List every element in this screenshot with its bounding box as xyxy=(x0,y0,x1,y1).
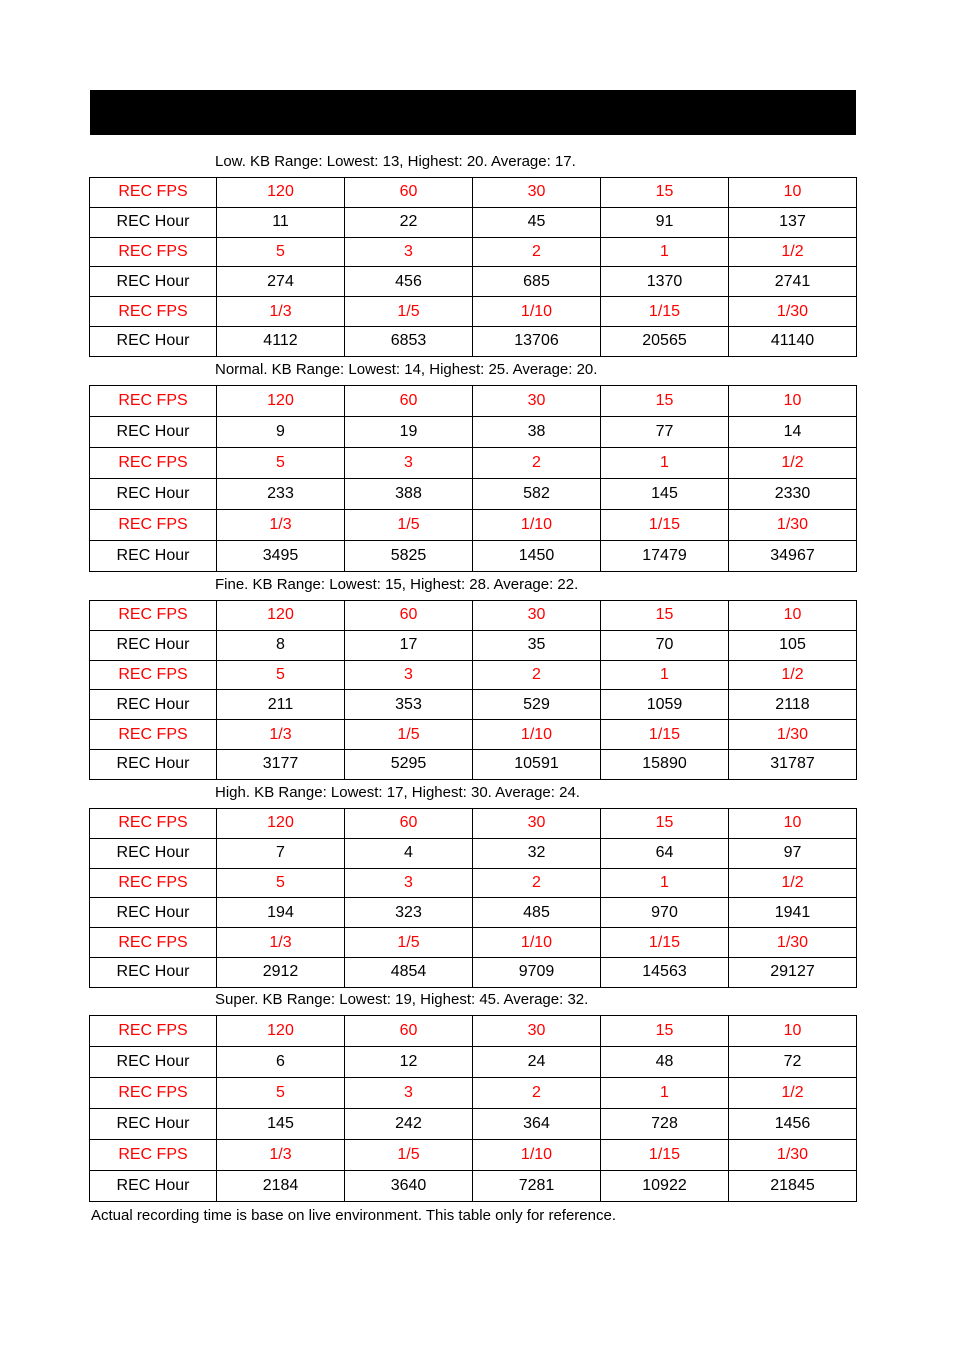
fps-value-cell: 1/30 xyxy=(729,720,857,750)
rec-fps-label: REC FPS xyxy=(90,660,217,690)
hour-value-cell: 17479 xyxy=(601,541,729,572)
rec-hour-label: REC Hour xyxy=(90,1109,217,1140)
fps-value-cell: 120 xyxy=(217,601,345,631)
hour-value-cell: 211 xyxy=(217,690,345,720)
fps-value-cell: 1/3 xyxy=(217,720,345,750)
fps-value-cell: 60 xyxy=(345,1016,473,1047)
rec-hour-label: REC Hour xyxy=(90,1171,217,1202)
fps-value-cell: 30 xyxy=(473,386,601,417)
hour-row xyxy=(90,630,857,660)
fps-value-cell: 1 xyxy=(601,1078,729,1109)
fps-row xyxy=(90,928,857,958)
fps-value-cell: 15 xyxy=(601,1016,729,1047)
hour-value-cell: 3495 xyxy=(217,541,345,572)
rec-hour-label: REC Hour xyxy=(90,630,217,660)
hour-value-cell: 242 xyxy=(345,1109,473,1140)
fps-value-cell: 1/15 xyxy=(601,297,729,327)
fps-row xyxy=(90,1140,857,1171)
hour-row xyxy=(90,1047,857,1078)
rec-hour-label: REC Hour xyxy=(90,690,217,720)
fps-value-cell: 1/15 xyxy=(601,720,729,750)
fps-value-cell: 1/10 xyxy=(473,1140,601,1171)
fps-value-cell: 2 xyxy=(473,868,601,898)
fps-value-cell: 120 xyxy=(217,178,345,208)
hour-value-cell: 970 xyxy=(601,898,729,928)
fps-value-cell: 60 xyxy=(345,178,473,208)
hour-value-cell: 5295 xyxy=(345,749,473,779)
hour-value-cell: 1450 xyxy=(473,541,601,572)
fps-row xyxy=(90,720,857,750)
fps-value-cell: 1/5 xyxy=(345,720,473,750)
rec-hour-label: REC Hour xyxy=(90,326,217,356)
hour-value-cell: 35 xyxy=(473,630,601,660)
fps-value-cell: 10 xyxy=(729,601,857,631)
rec-hour-label: REC Hour xyxy=(90,267,217,297)
hour-value-cell: 2330 xyxy=(729,479,857,510)
hour-value-cell: 7281 xyxy=(473,1171,601,1202)
hour-value-cell: 582 xyxy=(473,479,601,510)
hour-value-cell: 7 xyxy=(217,838,345,868)
fps-value-cell: 15 xyxy=(601,809,729,839)
rec-fps-label: REC FPS xyxy=(90,1016,217,1047)
hour-row xyxy=(90,326,857,356)
fps-value-cell: 60 xyxy=(345,601,473,631)
header-bar xyxy=(90,90,856,135)
fps-value-cell: 60 xyxy=(345,386,473,417)
fps-value-cell: 3 xyxy=(345,237,473,267)
hour-row xyxy=(90,690,857,720)
hour-value-cell: 353 xyxy=(345,690,473,720)
hour-value-cell: 32 xyxy=(473,838,601,868)
hour-value-cell: 529 xyxy=(473,690,601,720)
hour-value-cell: 10591 xyxy=(473,749,601,779)
hour-row xyxy=(90,541,857,572)
hour-row xyxy=(90,838,857,868)
fps-value-cell: 1 xyxy=(601,237,729,267)
hour-value-cell: 685 xyxy=(473,267,601,297)
fps-value-cell: 1/10 xyxy=(473,510,601,541)
hour-row xyxy=(90,1109,857,1140)
fps-value-cell: 5 xyxy=(217,1078,345,1109)
hour-value-cell: 19 xyxy=(345,417,473,448)
hour-value-cell: 6853 xyxy=(345,326,473,356)
fps-value-cell: 3 xyxy=(345,868,473,898)
rec-hour-label: REC Hour xyxy=(90,479,217,510)
hour-value-cell: 1370 xyxy=(601,267,729,297)
hour-value-cell: 21845 xyxy=(729,1171,857,1202)
hour-value-cell: 4854 xyxy=(345,957,473,987)
fps-value-cell: 1/5 xyxy=(345,510,473,541)
fps-value-cell: 3 xyxy=(345,448,473,479)
fps-value-cell: 10 xyxy=(729,809,857,839)
hour-value-cell: 323 xyxy=(345,898,473,928)
fps-value-cell: 5 xyxy=(217,448,345,479)
hour-value-cell: 14 xyxy=(729,417,857,448)
fps-value-cell: 30 xyxy=(473,1016,601,1047)
hour-value-cell: 1456 xyxy=(729,1109,857,1140)
hour-value-cell: 34967 xyxy=(729,541,857,572)
hour-row xyxy=(90,479,857,510)
hour-row xyxy=(90,957,857,987)
fps-value-cell: 1/30 xyxy=(729,1140,857,1171)
fps-value-cell: 1/10 xyxy=(473,720,601,750)
hour-row xyxy=(90,267,857,297)
rec-fps-label: REC FPS xyxy=(90,297,217,327)
fps-value-cell: 120 xyxy=(217,809,345,839)
fps-row xyxy=(90,178,857,208)
fps-value-cell: 5 xyxy=(217,237,345,267)
fps-value-cell: 1/15 xyxy=(601,510,729,541)
fps-row xyxy=(90,868,857,898)
fps-row xyxy=(90,448,857,479)
hour-value-cell: 2912 xyxy=(217,957,345,987)
hour-value-cell: 2184 xyxy=(217,1171,345,1202)
hour-value-cell: 72 xyxy=(729,1047,857,1078)
fps-value-cell: 1/2 xyxy=(729,1078,857,1109)
fps-value-cell: 10 xyxy=(729,386,857,417)
section-caption: Low. KB Range: Lowest: 13, Highest: 20. Average: 17. xyxy=(215,153,576,170)
fps-value-cell: 1/2 xyxy=(729,448,857,479)
recording-table xyxy=(89,177,857,357)
fps-value-cell: 60 xyxy=(345,809,473,839)
fps-value-cell: 15 xyxy=(601,178,729,208)
fps-row xyxy=(90,1016,857,1047)
fps-row xyxy=(90,237,857,267)
rec-fps-label: REC FPS xyxy=(90,448,217,479)
hour-value-cell: 24 xyxy=(473,1047,601,1078)
hour-value-cell: 41140 xyxy=(729,326,857,356)
hour-row xyxy=(90,1171,857,1202)
hour-value-cell: 145 xyxy=(601,479,729,510)
fps-value-cell: 1/2 xyxy=(729,868,857,898)
fps-row xyxy=(90,297,857,327)
rec-fps-label: REC FPS xyxy=(90,178,217,208)
fps-value-cell: 2 xyxy=(473,448,601,479)
fps-value-cell: 3 xyxy=(345,1078,473,1109)
hour-value-cell: 364 xyxy=(473,1109,601,1140)
hour-value-cell: 3640 xyxy=(345,1171,473,1202)
fps-value-cell: 5 xyxy=(217,660,345,690)
fps-row xyxy=(90,510,857,541)
hour-value-cell: 91 xyxy=(601,207,729,237)
fps-row xyxy=(90,660,857,690)
hour-value-cell: 10922 xyxy=(601,1171,729,1202)
hour-value-cell: 388 xyxy=(345,479,473,510)
hour-value-cell: 5825 xyxy=(345,541,473,572)
hour-value-cell: 1059 xyxy=(601,690,729,720)
hour-value-cell: 77 xyxy=(601,417,729,448)
fps-value-cell: 1/30 xyxy=(729,928,857,958)
hour-row xyxy=(90,749,857,779)
fps-value-cell: 1/3 xyxy=(217,928,345,958)
fps-value-cell: 30 xyxy=(473,809,601,839)
rec-hour-label: REC Hour xyxy=(90,749,217,779)
rec-fps-label: REC FPS xyxy=(90,1078,217,1109)
fps-value-cell: 30 xyxy=(473,601,601,631)
fps-value-cell: 10 xyxy=(729,178,857,208)
section-caption: High. KB Range: Lowest: 17, Highest: 30. Average: 24. xyxy=(215,784,580,801)
recording-table xyxy=(89,385,857,572)
rec-hour-label: REC Hour xyxy=(90,541,217,572)
fps-value-cell: 15 xyxy=(601,601,729,631)
hour-value-cell: 9709 xyxy=(473,957,601,987)
hour-row xyxy=(90,898,857,928)
hour-value-cell: 728 xyxy=(601,1109,729,1140)
fps-value-cell: 1/3 xyxy=(217,1140,345,1171)
rec-fps-label: REC FPS xyxy=(90,1140,217,1171)
rec-hour-label: REC Hour xyxy=(90,838,217,868)
hour-value-cell: 38 xyxy=(473,417,601,448)
rec-fps-label: REC FPS xyxy=(90,809,217,839)
fps-value-cell: 1/2 xyxy=(729,660,857,690)
rec-hour-label: REC Hour xyxy=(90,1047,217,1078)
section-caption: Normal. KB Range: Lowest: 14, Highest: 25. Average: 20. xyxy=(215,361,598,378)
hour-value-cell: 3177 xyxy=(217,749,345,779)
recording-table xyxy=(89,600,857,780)
hour-value-cell: 145 xyxy=(217,1109,345,1140)
section-caption: Fine. KB Range: Lowest: 15, Highest: 28. Average: 22. xyxy=(215,576,579,593)
hour-value-cell: 8 xyxy=(217,630,345,660)
fps-row xyxy=(90,1078,857,1109)
fps-value-cell: 1/5 xyxy=(345,928,473,958)
fps-value-cell: 1/10 xyxy=(473,928,601,958)
rec-fps-label: REC FPS xyxy=(90,510,217,541)
hour-value-cell: 2741 xyxy=(729,267,857,297)
hour-value-cell: 105 xyxy=(729,630,857,660)
fps-value-cell: 2 xyxy=(473,660,601,690)
rec-fps-label: REC FPS xyxy=(90,386,217,417)
fps-value-cell: 15 xyxy=(601,386,729,417)
fps-value-cell: 30 xyxy=(473,178,601,208)
hour-value-cell: 31787 xyxy=(729,749,857,779)
hour-value-cell: 1941 xyxy=(729,898,857,928)
hour-value-cell: 4 xyxy=(345,838,473,868)
fps-value-cell: 1/15 xyxy=(601,928,729,958)
hour-value-cell: 70 xyxy=(601,630,729,660)
fps-value-cell: 1/5 xyxy=(345,297,473,327)
hour-row xyxy=(90,207,857,237)
rec-fps-label: REC FPS xyxy=(90,928,217,958)
hour-value-cell: 2118 xyxy=(729,690,857,720)
fps-value-cell: 5 xyxy=(217,868,345,898)
rec-hour-label: REC Hour xyxy=(90,898,217,928)
hour-value-cell: 97 xyxy=(729,838,857,868)
fps-value-cell: 1/15 xyxy=(601,1140,729,1171)
hour-value-cell: 274 xyxy=(217,267,345,297)
fps-value-cell: 1 xyxy=(601,868,729,898)
hour-value-cell: 137 xyxy=(729,207,857,237)
hour-row xyxy=(90,417,857,448)
hour-value-cell: 15890 xyxy=(601,749,729,779)
rec-hour-label: REC Hour xyxy=(90,207,217,237)
hour-value-cell: 14563 xyxy=(601,957,729,987)
hour-value-cell: 13706 xyxy=(473,326,601,356)
section-caption: Super. KB Range: Lowest: 19, Highest: 45. Average: 32. xyxy=(215,991,589,1008)
hour-value-cell: 485 xyxy=(473,898,601,928)
rec-fps-label: REC FPS xyxy=(90,237,217,267)
hour-value-cell: 194 xyxy=(217,898,345,928)
fps-value-cell: 10 xyxy=(729,1016,857,1047)
hour-value-cell: 29127 xyxy=(729,957,857,987)
fps-value-cell: 1/30 xyxy=(729,297,857,327)
rec-hour-label: REC Hour xyxy=(90,417,217,448)
fps-value-cell: 3 xyxy=(345,660,473,690)
hour-value-cell: 12 xyxy=(345,1047,473,1078)
hour-value-cell: 20565 xyxy=(601,326,729,356)
fps-value-cell: 2 xyxy=(473,1078,601,1109)
hour-value-cell: 17 xyxy=(345,630,473,660)
hour-value-cell: 9 xyxy=(217,417,345,448)
hour-value-cell: 6 xyxy=(217,1047,345,1078)
hour-value-cell: 11 xyxy=(217,207,345,237)
recording-table xyxy=(89,808,857,988)
rec-fps-label: REC FPS xyxy=(90,601,217,631)
fps-value-cell: 1/2 xyxy=(729,237,857,267)
hour-value-cell: 48 xyxy=(601,1047,729,1078)
fps-value-cell: 120 xyxy=(217,386,345,417)
hour-value-cell: 4112 xyxy=(217,326,345,356)
fps-value-cell: 1/3 xyxy=(217,297,345,327)
fps-row xyxy=(90,386,857,417)
footnote: Actual recording time is base on live environment. This table only for reference. xyxy=(91,1207,616,1224)
hour-value-cell: 64 xyxy=(601,838,729,868)
fps-row xyxy=(90,601,857,631)
fps-value-cell: 1/30 xyxy=(729,510,857,541)
fps-value-cell: 2 xyxy=(473,237,601,267)
fps-row xyxy=(90,809,857,839)
fps-value-cell: 1/10 xyxy=(473,297,601,327)
fps-value-cell: 120 xyxy=(217,1016,345,1047)
fps-value-cell: 1/5 xyxy=(345,1140,473,1171)
hour-value-cell: 45 xyxy=(473,207,601,237)
hour-value-cell: 456 xyxy=(345,267,473,297)
fps-value-cell: 1 xyxy=(601,448,729,479)
fps-value-cell: 1 xyxy=(601,660,729,690)
rec-fps-label: REC FPS xyxy=(90,868,217,898)
rec-fps-label: REC FPS xyxy=(90,720,217,750)
fps-value-cell: 1/3 xyxy=(217,510,345,541)
hour-value-cell: 233 xyxy=(217,479,345,510)
recording-table xyxy=(89,1015,857,1202)
rec-hour-label: REC Hour xyxy=(90,957,217,987)
hour-value-cell: 22 xyxy=(345,207,473,237)
